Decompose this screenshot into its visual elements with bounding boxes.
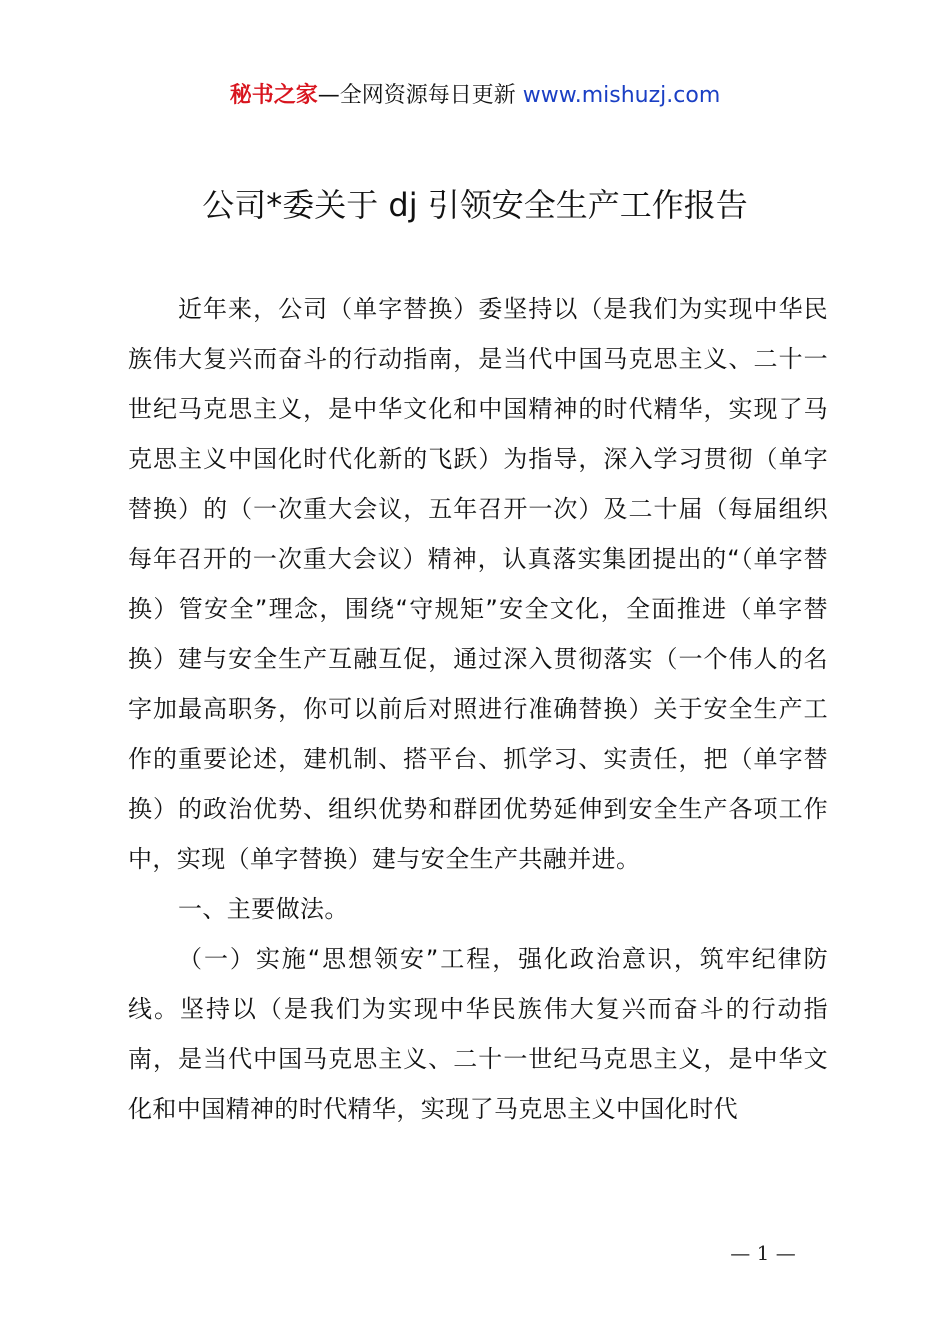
page-number: — 1 — [730, 1241, 796, 1265]
site-header [0, 80, 950, 112]
paragraph-intro: 近年来，公司（单字替换）委坚持以（是我们为实现中华民族伟大复兴而奋斗的行动指南，是当代中国马克思主义、二十一世纪马克思主义，是中华文化和中国精神的时代精华，实现了马克思主义中国化时代化新的飞跃）为指导，深入学习贯彻（单字替换）的（一次重大会议，五年召开一次）及二十届（每届组织每年召开的一次重大会议）精神，认真落实集团提出的“（单字替换）管安全”理念，围绕“守规矩”安全文化，全面推进（单字替换）建与安全生产互融互促，通过深入贯彻落实（一个伟人的名字加最高职务，你可以前后对照进行准确替换）关于安全生产工作的重要论述，建机制、搭平台、抓学习、实责任，把（单字替换）的政治优势、组织优势和群团优势延伸到安全生产各项工作中，实现（单字替换）建与安全生产共融并进。 [128, 295, 828, 873]
paragraph-section-1: （一）实施“思想领安”工程，强化政治意识，筑牢纪律防线。坚持以（是我们为实现中华民族伟大复兴而奋斗的行动指南，是当代中国马克思主义、二十一世纪马克思主义，是中华文化和中国精神的时代精华，实现了马克思主义中国化时代 [128, 945, 828, 1123]
document-body [128, 284, 828, 1134]
site-slogan: —全网资源每日更新 [317, 83, 516, 108]
site-brand: 秘书之家 [229, 83, 318, 108]
document-title: 公司*委关于 dj 引领安全生产工作报告 [202, 186, 748, 224]
section-heading-main-practices: 一、主要做法。 [178, 895, 349, 923]
site-url-link[interactable]: www.mishuzj.com [522, 83, 721, 108]
